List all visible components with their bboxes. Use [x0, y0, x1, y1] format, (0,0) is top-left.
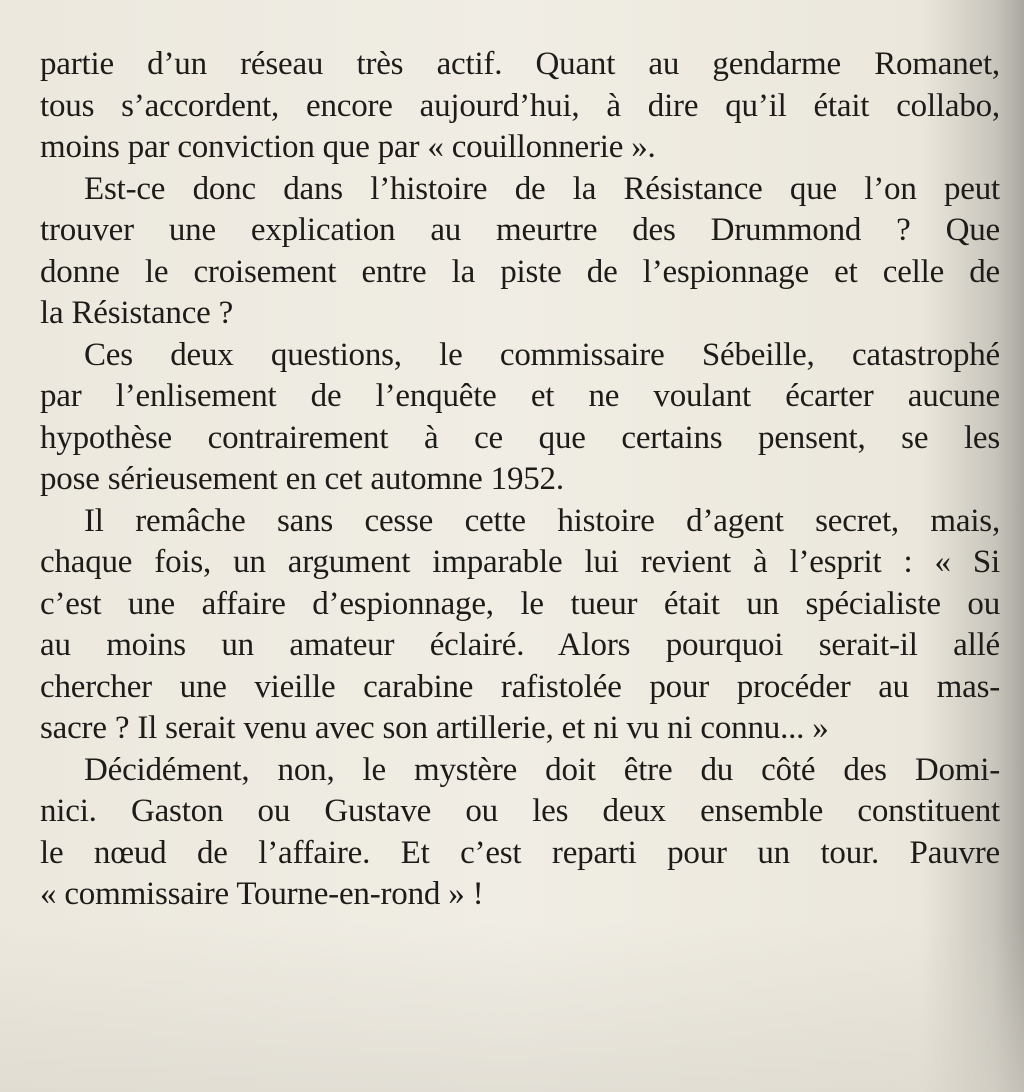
text-line: « commissaire Tourne-en-rond » ! — [40, 876, 484, 912]
text-line: par l’enlisement de l’enquête et ne voulant écarter aucune — [40, 378, 1000, 414]
paragraph-3 — [40, 335, 1000, 501]
paragraph-4 — [40, 501, 1000, 750]
text-line: trouver une explication au meurtre des Drummond ? Que — [40, 212, 1000, 248]
text-line: le nœud de l’affaire. Et c’est reparti pour un tour. Pauvre — [40, 834, 1000, 871]
text-line: Est-ce donc dans l’histoire de la Résistance que l’on peut — [84, 170, 1000, 207]
paragraph-5 — [40, 750, 1000, 916]
text-line: c’est une affaire d’espionnage, le tueur était un spécialiste ou — [40, 585, 1000, 622]
text-line: la Résistance ? — [40, 295, 234, 331]
text-line: Ces deux questions, le commissaire Sébeille, catastrophé — [84, 336, 1000, 373]
body-text — [40, 44, 1000, 916]
text-line: nici. Gaston ou Gustave ou les deux ensemble constituent — [40, 793, 1000, 829]
text-line: moins par conviction que par « couillonnerie ». — [40, 129, 656, 165]
text-line: Décidément, non, le mystère doit être du côté des Domi- — [84, 751, 1000, 788]
text-line: partie d’un réseau très actif. Quant au gendarme Romanet, — [40, 46, 1000, 82]
text-line: donne le croisement entre la piste de l’espionnage et celle de — [40, 253, 1000, 290]
text-line: chercher une vieille carabine rafistolée pour procéder au mas- — [40, 668, 1000, 705]
text-line: hypothèse contrairement à ce que certains pensent, se les — [40, 419, 1000, 456]
text-line: Il remâche sans cesse cette histoire d’agent secret, mais, — [84, 502, 1000, 539]
paragraph-2 — [40, 169, 1000, 335]
show-through-area — [0, 922, 1024, 1092]
paragraph-1 — [40, 44, 1000, 169]
text-line: au moins un amateur éclairé. Alors pourquoi serait-il allé — [40, 627, 1000, 663]
text-line: chaque fois, un argument imparable lui revient à l’esprit : « Si — [40, 544, 1000, 580]
text-line: tous s’accordent, encore aujourd’hui, à dire qu’il était collabo, — [40, 87, 1000, 124]
text-line: sacre ? Il serait venu avec son artillerie, et ni vu ni connu... » — [40, 710, 829, 746]
text-line: pose sérieusement en cet automne 1952. — [40, 461, 564, 497]
